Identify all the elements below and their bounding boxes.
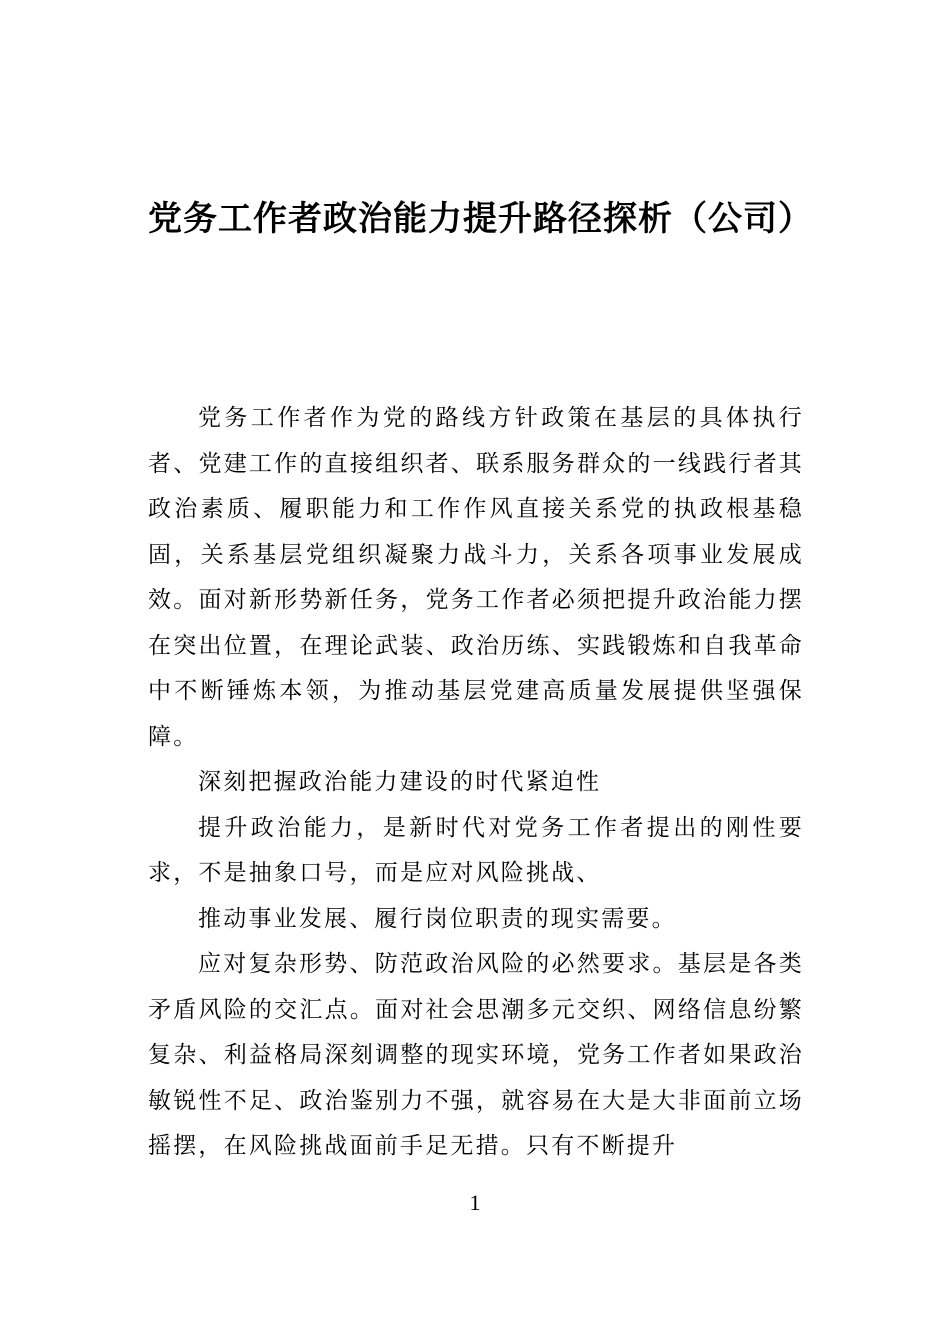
- paragraph-requirement-continued: 推动事业发展、履行岗位职责的现实需要。: [198, 905, 677, 932]
- paragraph-requirement: 提升政治能力，是新时代对党务工作者提出的刚性要求，不是抽象口号，而是应对风险挑战、: [148, 814, 804, 886]
- page-number: 1: [469, 1190, 481, 1215]
- section-heading: 深刻把握政治能力建设的时代紧迫性: [198, 769, 602, 795]
- paragraph-intro: 党务工作者作为党的路线方针政策在基层的具体执行者、党建工作的直接组织者、联系服务群众的一线践行者其政治素质、履职能力和工作作风直接关系党的执政根基稳固，关系基层党组织凝聚力战斗力，关系各项事业发展成效。面对新形势新任务，党务工作者必须把提升政治能力摆在突出位置，在理论武装、政治历练、实践锻炼和自我革命中不断锤炼本领，为推动基层党建高质量发展提供坚强保障。: [148, 405, 804, 750]
- document-title: 党务工作者政治能力提升路径探析（公司）: [148, 199, 813, 239]
- paragraph-risk: 应对复杂形势、防范政治风险的必然要求。基层是各类矛盾风险的交汇点。面对社会思潮多元交织、网络信息纷繁复杂、利益格局深刻调整的现实环境，党务工作者如果政治敏锐性不足、政治鉴别力不强，就容易在大是大非面前立场摇摆，在风险挑战面前手足无措。只有不断提升: [148, 951, 804, 1159]
- document-body: [148, 396, 804, 1170]
